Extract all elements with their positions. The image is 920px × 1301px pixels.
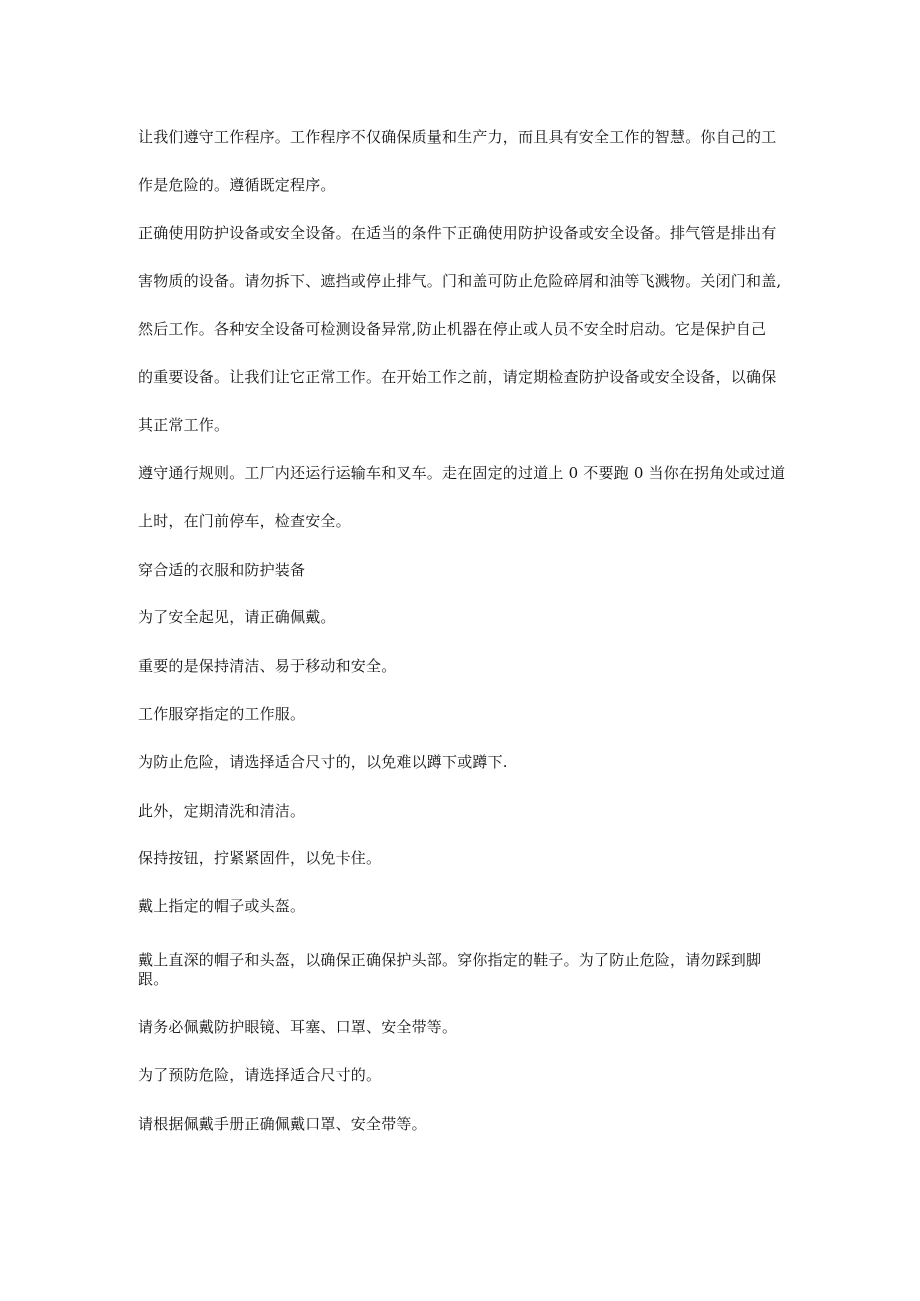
text-line: 害物质的设备。请勿拆下、遮挡或停止排气。门和盖可防止危险碎屑和油等飞溅物。关闭门和盖, <box>138 272 782 290</box>
text-line: 上时，在门前停车，检查安全。 <box>138 512 351 530</box>
text-line: 其正常工作。 <box>138 416 230 434</box>
text-line: 工作服穿指定的工作服。 <box>138 705 306 723</box>
text-line: 请根据佩戴手册正确佩戴口罩、安全带等。 <box>138 1115 427 1133</box>
text-line: 为防止危险，请选择适合尺寸的，以免难以蹲下或蹲下. <box>138 753 508 771</box>
text-line: 遵守通行规则。工厂内还运行运输车和叉车。走在固定的过道上 0 不要跑 0 当你在拐角处或过道 <box>138 464 786 482</box>
section-heading: 穿合适的衣服和防护装备 <box>138 561 306 579</box>
text-line: 请务必佩戴防护眼镜、耳塞、口罩、安全带等。 <box>138 1018 458 1036</box>
text-line: 作是危险的。遵循既定程序。 <box>138 176 336 194</box>
text-line: 重要的是保持清洁、易于移动和安全。 <box>138 657 397 675</box>
text-line: 然后工作。各种安全设备可检测设备异常,防止机器在停止或人员不安全时启动。它是保护自己 <box>138 320 767 338</box>
text-line: 正确使用防护设备或安全设备。在适当的条件下正确使用防护设备或安全设备。排气管是排出有 <box>138 224 777 242</box>
text-paragraph: 戴上直深的帽子和头盔，以确保正确保护头部。穿你指定的鞋子。为了防止危险，请勿踩到脚跟。 <box>138 951 762 988</box>
text-line: 戴上指定的帽子或头盔。 <box>138 897 306 915</box>
text-line: 为了安全起见，请正确佩戴。 <box>138 608 336 626</box>
text-line: 为了预防危险，请选择适合尺寸的。 <box>138 1066 382 1084</box>
text-line: 让我们遵守工作程序。工作程序不仅确保质量和生产力，而且具有安全工作的智慧。你自己的工 <box>138 128 777 146</box>
text-line: 此外，定期清洗和清洁。 <box>138 802 306 820</box>
text-line: 保持按钮，拧紧紧固件，以免卡住。 <box>138 849 382 867</box>
text-line: 的重要设备。让我们让它正常工作。在开始工作之前，请定期检查防护设备或安全设备，以确保 <box>138 368 777 386</box>
